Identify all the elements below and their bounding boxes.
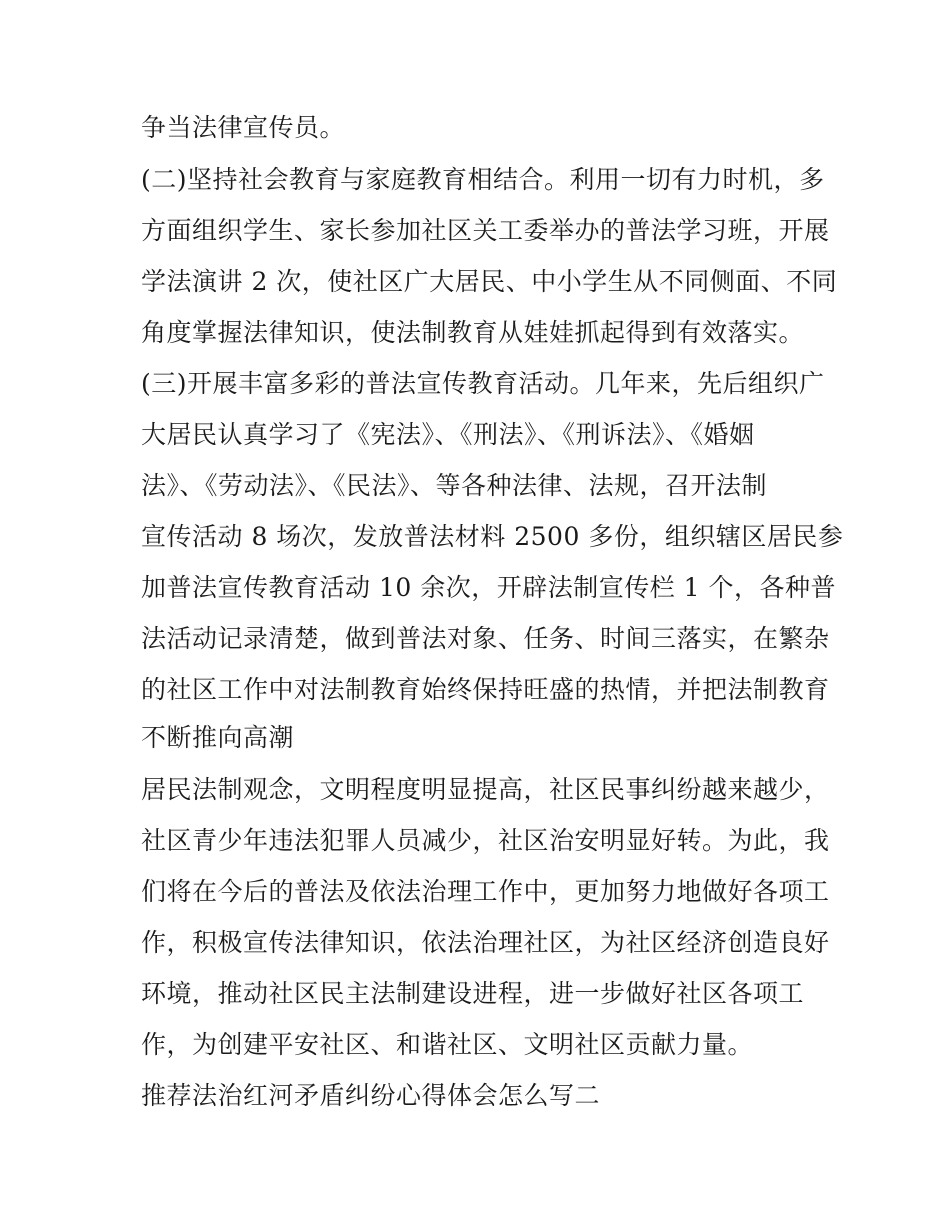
text-line: 作，积极宣传法律知识，依法治理社区，为社区经济创造良好 [141, 928, 830, 957]
text-line: 角度掌握法律知识，使法制教育从娃娃抓起得到有效落实。 [141, 318, 805, 347]
text-line: 社区青少年违法犯罪人员减少，社区治安明显好转。为此，我 [141, 826, 830, 855]
text-line: 的社区工作中对法制教育始终保持旺盛的热情，并把法制教育 [141, 675, 830, 704]
text-line: (三)开展丰富多彩的普法宣传教育活动。几年来，先后组织广 [141, 369, 825, 398]
text-line: 作，为创建平安社区、和谐社区、文明社区贡献力量。 [141, 1030, 754, 1059]
text-line: 方面组织学生、家长参加社区关工委举办的普法学习班，开展 [141, 216, 830, 245]
text-line: 环境，推动社区民主法制建设进程，进一步做好社区各项工 [141, 979, 805, 1008]
text-line: 法》、《劳动法》、《民法》、等各种法律、法规，召开法制 [141, 471, 768, 500]
text-line: 们将在今后的普法及依法治理工作中，更加努力地做好各项工 [141, 877, 830, 906]
text-line: 学法演讲 2 次，使社区广大居民、中小学生从不同侧面、不同 [141, 267, 838, 296]
text-line: 法活动记录清楚，做到普法对象、任务、时间三落实，在繁杂 [141, 624, 830, 653]
text-line: (二)坚持社会教育与家庭教育相结合。利用一切有力时机，多 [141, 165, 825, 194]
text-line: 不断推向高潮 [141, 723, 295, 752]
text-line: 推荐法治红河矛盾纠纷心得体会怎么写二 [141, 1081, 601, 1110]
text-line: 争当法律宣传员。 [141, 113, 346, 142]
text-line: 大居民认真学习了《宪法》、《刑法》、《刑诉法》、《婚姻 [141, 420, 755, 449]
text-line: 加普法宣传教育活动 10 余次，开辟法制宣传栏 1 个，各种普 [141, 573, 837, 602]
text-line: 居民法制观念，文明程度明显提高，社区民事纠纷越来越少， [141, 775, 830, 804]
text-line: 宣传活动 8 场次，发放普法材料 2500 多份，组织辖区居民参 [141, 522, 844, 551]
